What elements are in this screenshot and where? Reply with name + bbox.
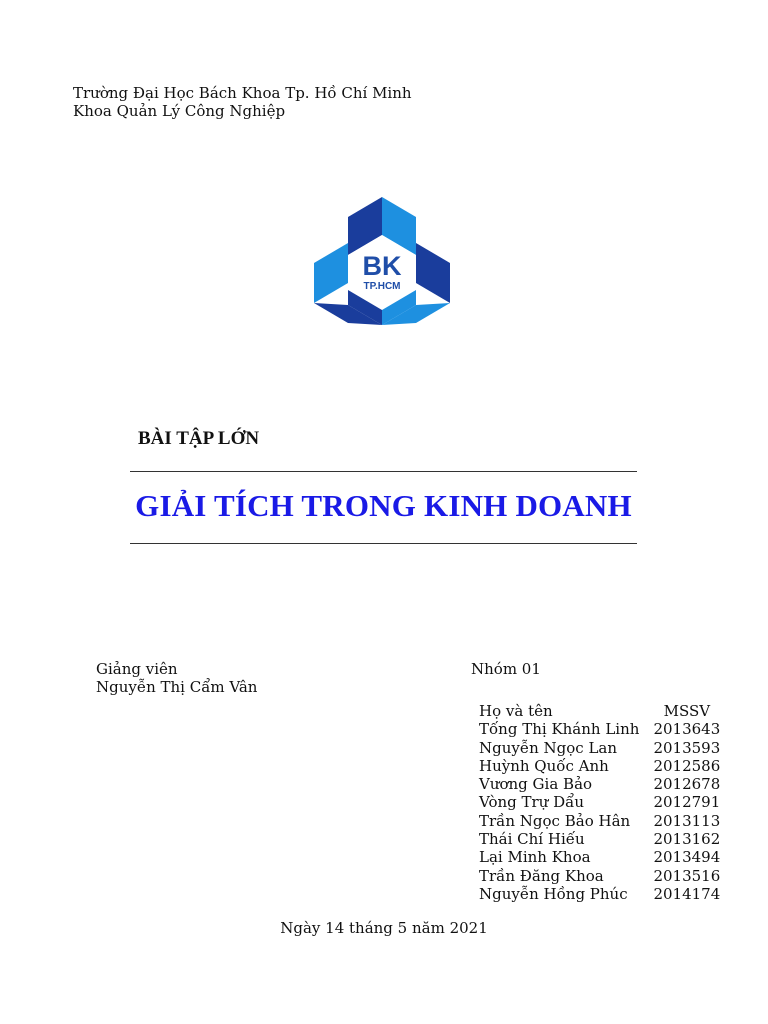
member-name: Lại Minh Khoa	[479, 848, 591, 867]
top-divider	[130, 471, 637, 472]
bottom-divider	[130, 543, 637, 544]
header-id: MSSV	[663, 702, 711, 720]
lecturer-block	[96, 660, 257, 696]
member-id: 2013593	[653, 738, 721, 757]
document-type-label: BÀI TẬP LỚN	[138, 428, 260, 449]
member-id: 2013113	[653, 811, 721, 830]
member-id: 2013516	[653, 866, 721, 885]
document-date: Ngày 14 tháng 5 năm 2021	[280, 919, 488, 937]
member-id: 2013162	[653, 830, 721, 849]
member-row	[479, 793, 720, 811]
member-row	[479, 757, 720, 775]
member-name: Nguyễn Ngọc Lan	[479, 738, 618, 757]
member-name: Trần Đăng Khoa	[479, 866, 604, 885]
lecturer-label: Giảng viên	[96, 660, 178, 678]
members-table	[479, 702, 720, 903]
member-row	[479, 867, 720, 885]
member-row	[479, 885, 720, 903]
member-name: Huỳnh Quốc Anh	[479, 756, 609, 775]
group-name: Nhóm 01	[471, 660, 541, 678]
header-name: Họ và tên	[479, 702, 553, 720]
member-name: Vòng Trự Dẩu	[479, 793, 584, 812]
member-id: 2013494	[653, 848, 721, 867]
member-name: Vương Gia Bảo	[479, 775, 593, 794]
member-id: 2014174	[653, 884, 721, 903]
member-row	[479, 775, 720, 793]
member-row	[479, 812, 720, 830]
bk-logo	[313, 195, 451, 327]
member-row	[479, 739, 720, 757]
member-id: 2012791	[653, 793, 721, 812]
member-id: 2013643	[653, 720, 721, 739]
document-title: GIẢI TÍCH TRONG KINH DOANH	[135, 488, 632, 523]
member-row	[479, 848, 720, 866]
logo-text-sub: TP.HCM	[363, 281, 401, 292]
university-name: Trường Đại Học Bách Khoa Tp. Hồ Chí Minh	[73, 84, 412, 102]
member-name: Tống Thị Khánh Linh	[479, 720, 640, 739]
member-id: 2012678	[653, 775, 721, 794]
institution-header	[73, 84, 412, 120]
lecturer-name: Nguyễn Thị Cẩm Vân	[96, 678, 258, 696]
member-name: Trần Ngọc Bảo Hân	[479, 811, 631, 830]
member-row	[479, 720, 720, 738]
logo-facet	[416, 243, 450, 303]
member-row	[479, 830, 720, 848]
member-name: Nguyễn Hồng Phúc	[479, 884, 628, 903]
member-id: 2012586	[653, 756, 721, 775]
member-name: Thái Chí Hiếu	[479, 830, 585, 849]
members-header-row	[479, 702, 720, 720]
logo-text-main: BK	[362, 251, 402, 281]
faculty-name: Khoa Quản Lý Công Nghiệp	[73, 102, 286, 120]
